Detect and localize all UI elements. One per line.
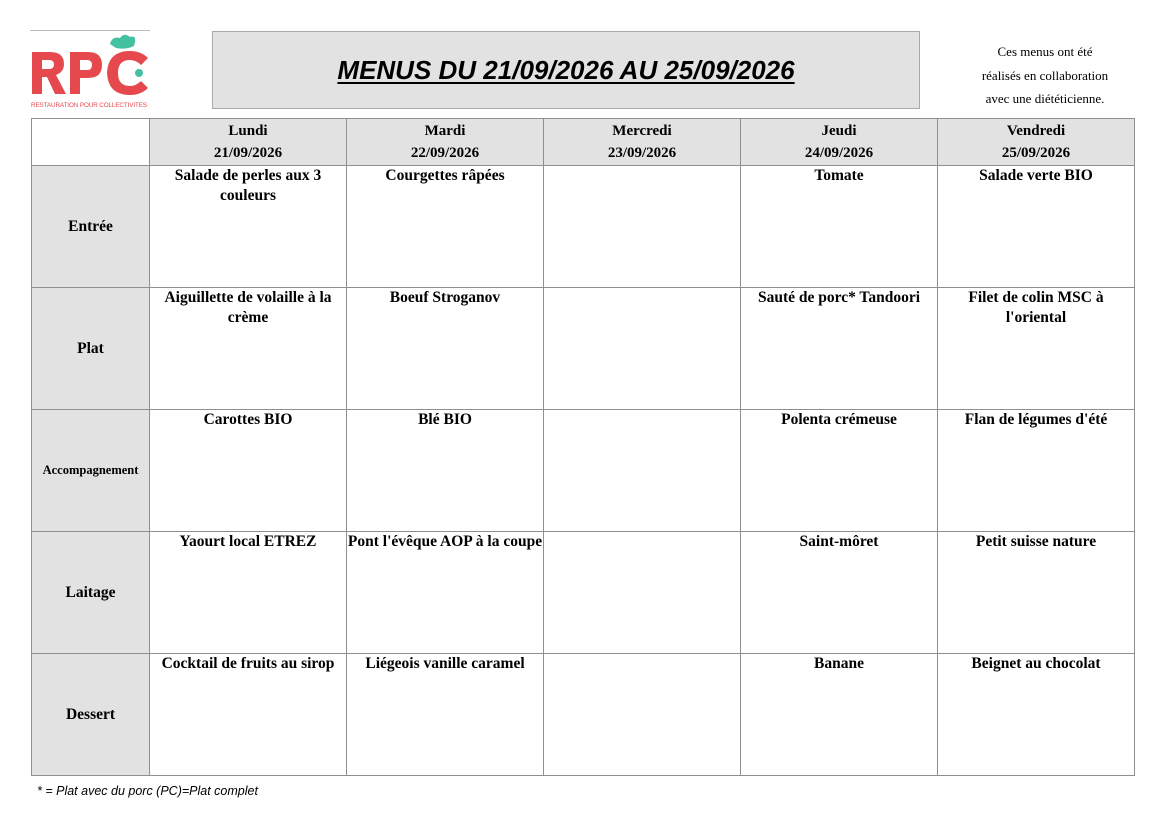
row-label: Laitage — [32, 532, 150, 654]
day-name: Mercredi — [612, 123, 672, 139]
note-line: Ces menus ont été — [997, 44, 1093, 59]
day-name: Mardi — [424, 123, 466, 139]
row-label: Plat — [32, 288, 150, 410]
row-plat — [32, 288, 1135, 410]
dietitian-note — [945, 40, 1145, 111]
rpc-logo — [30, 30, 152, 114]
menu-cell: Banane — [741, 654, 938, 776]
row-label: Accompagnement — [32, 410, 150, 532]
menu-cell: Boeuf Stroganov — [347, 288, 544, 410]
note-line: réalisés en collaboration — [981, 67, 1109, 83]
menu-cell: Liégeois vanille caramel — [347, 654, 544, 776]
menu-cell: Petit suisse nature — [938, 532, 1135, 654]
day-date: 21/09/2026 — [213, 145, 283, 161]
menu-cell: Blé BIO — [347, 410, 544, 532]
menu-cell: Flan de légumes d'été — [938, 410, 1135, 532]
menu-cell: Sauté de porc* Tandoori — [741, 288, 938, 410]
day-name: Vendredi — [1006, 123, 1066, 139]
day-header-mercredi — [544, 119, 741, 166]
logo-graphic — [30, 32, 152, 102]
menu-cell — [544, 654, 741, 776]
day-date: 23/09/2026 — [607, 145, 677, 161]
row-laitage — [32, 532, 1135, 654]
menu-cell: Beignet au chocolat — [938, 654, 1135, 776]
page-title: MENUS DU 21/09/2026 AU 25/09/2026 — [337, 54, 795, 85]
menu-cell — [544, 166, 741, 288]
logo-tagline: RESTAURATION POUR COLLECTIVITES — [31, 102, 147, 109]
day-header-lundi — [150, 119, 347, 166]
logo-dot — [135, 69, 143, 77]
day-header-jeudi — [741, 119, 938, 166]
menu-cell — [544, 288, 741, 410]
logo-letter-r — [32, 52, 66, 94]
menu-cell: Tomate — [741, 166, 938, 288]
day-name: Jeudi — [821, 123, 857, 139]
day-date: 25/09/2026 — [1001, 145, 1071, 161]
corner-cell — [32, 119, 150, 166]
menu-cell: Aiguillette de volaille à la crème — [150, 288, 347, 410]
day-header-vendredi — [938, 119, 1135, 166]
row-accompagnement — [32, 410, 1135, 532]
logo-divider — [30, 30, 150, 31]
day-date: 24/09/2026 — [804, 145, 874, 161]
menu-cell: Pont l'évêque AOP à la coupe — [347, 532, 544, 654]
day-name: Lundi — [228, 123, 268, 139]
logo-letter-p — [70, 52, 102, 94]
menu-cell: Polenta crémeuse — [741, 410, 938, 532]
row-label: Dessert — [32, 654, 150, 776]
menu-cell: Salade de perles aux 3 couleurs — [150, 166, 347, 288]
menu-cell: Courgettes râpées — [347, 166, 544, 288]
menu-cell: Saint-môret — [741, 532, 938, 654]
menu-cell: Filet de colin MSC à l'oriental — [938, 288, 1135, 410]
row-entree — [32, 166, 1135, 288]
menu-cell: Cocktail de fruits au sirop — [150, 654, 347, 776]
menu-cell: Carottes BIO — [150, 410, 347, 532]
menu-cell: Yaourt local ETREZ — [150, 532, 347, 654]
day-header-row — [32, 119, 1135, 166]
note-line: avec une diététicienne. — [985, 91, 1105, 106]
chef-hat-icon — [110, 35, 135, 49]
menu-cell — [544, 532, 741, 654]
title-banner — [212, 31, 920, 109]
row-label: Entrée — [32, 166, 150, 288]
footnote: * = Plat avec du porc (PC)=Plat complet — [37, 784, 258, 798]
menu-table — [31, 118, 1135, 776]
menu-cell — [544, 410, 741, 532]
menu-cell: Salade verte BIO — [938, 166, 1135, 288]
day-header-mardi — [347, 119, 544, 166]
row-dessert — [32, 654, 1135, 776]
day-date: 22/09/2026 — [410, 145, 480, 161]
